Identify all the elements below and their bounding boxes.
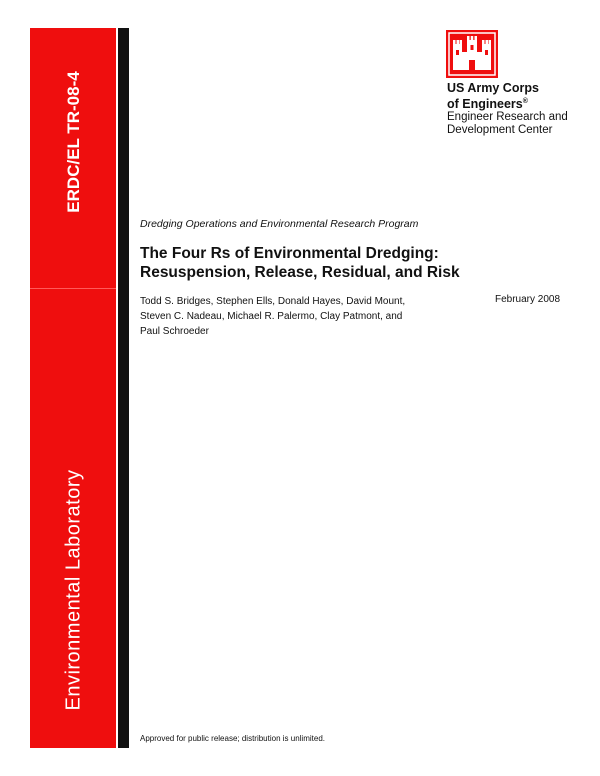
org-line-2 bbox=[447, 95, 568, 111]
authors-line-3: Paul Schroeder bbox=[140, 326, 209, 337]
org-line-2-text: of Engineers bbox=[447, 97, 523, 112]
release-statement: Approved for public release; distribution is unlimited. bbox=[140, 734, 325, 743]
program-name: Dredging Operations and Environmental Research Program bbox=[140, 218, 419, 230]
bar-divider bbox=[30, 288, 116, 289]
org-line-4: Development Center bbox=[447, 124, 553, 137]
authors-line-2: Steven C. Nadeau, Michael R. Palermo, Clay Patmont, and bbox=[140, 311, 403, 322]
title-line-2: Resuspension, Release, Residual, and Risk bbox=[140, 264, 460, 281]
black-stripe bbox=[118, 28, 129, 748]
authors bbox=[140, 294, 460, 339]
laboratory-name: Environmental Laboratory bbox=[62, 469, 85, 711]
document-title bbox=[140, 244, 580, 282]
title-line-1: The Four Rs of Environmental Dredging: bbox=[140, 245, 439, 262]
organization-block bbox=[447, 82, 568, 137]
report-number: ERDC/EL TR-08-4 bbox=[64, 71, 83, 213]
org-line-3: Engineer Research and bbox=[447, 111, 568, 124]
authors-line-1: Todd S. Bridges, Stephen Ells, Donald Hayes, David Mount, bbox=[140, 296, 406, 307]
publication-date: February 2008 bbox=[495, 294, 561, 305]
org-line-1: US Army Corps bbox=[447, 81, 539, 95]
registered-mark: ® bbox=[522, 98, 528, 105]
castle-icon bbox=[446, 30, 498, 78]
